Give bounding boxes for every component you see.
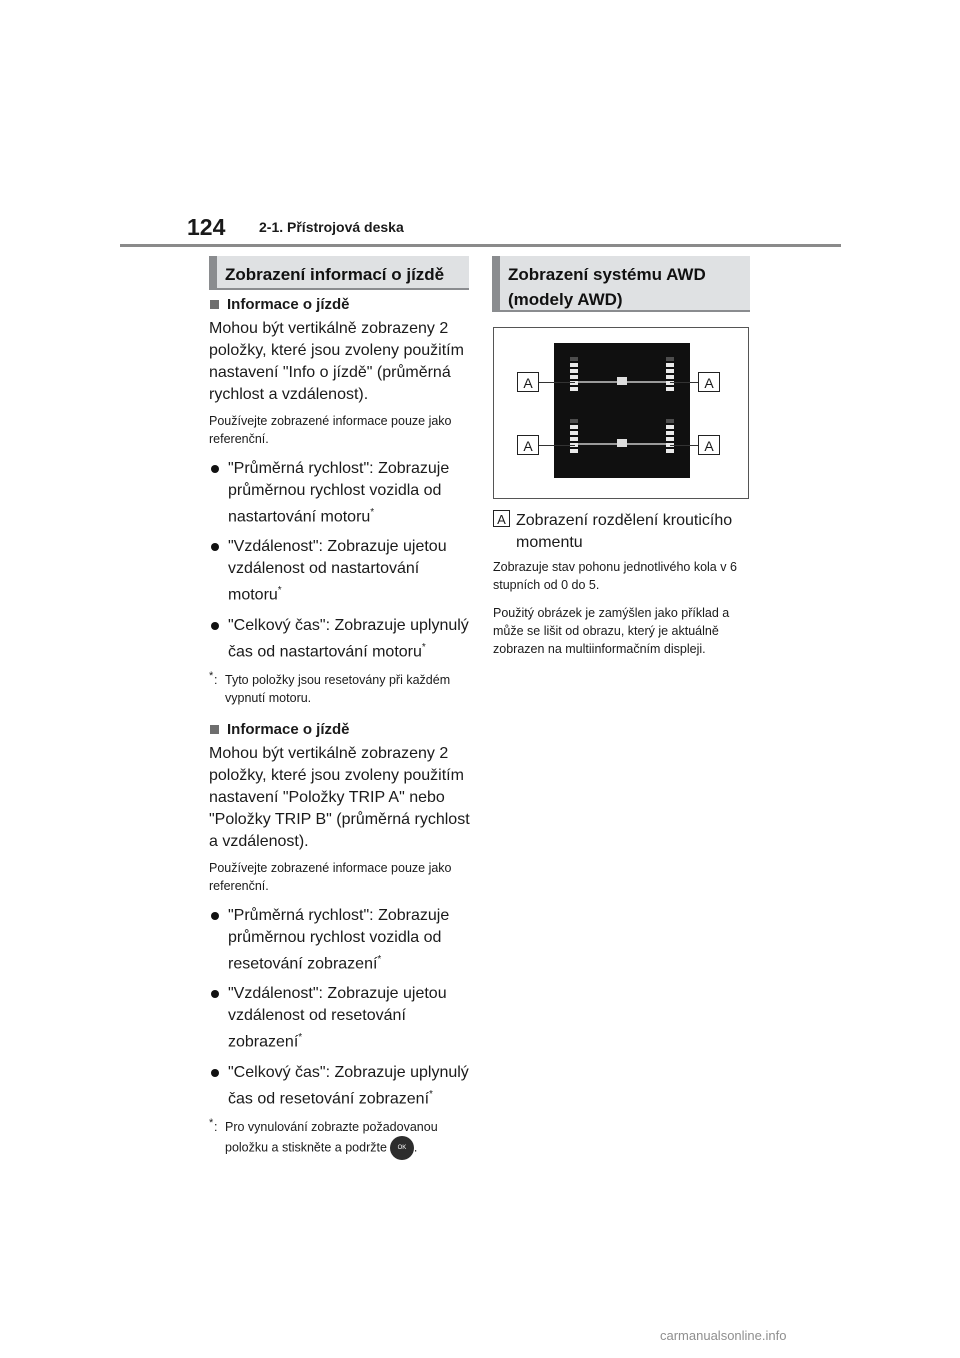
left-column bbox=[209, 296, 471, 1170]
square-bullet-icon bbox=[210, 300, 219, 309]
bullet-item: "Celkový čas": Zobrazuje uplynulý čas od nastartování motoru* bbox=[209, 615, 471, 663]
torque-segment bbox=[570, 425, 578, 429]
wheel-bar-front-right bbox=[666, 357, 674, 393]
torque-segment bbox=[666, 449, 674, 453]
wheel-bar-rear-left bbox=[570, 419, 578, 455]
asterisk: * bbox=[421, 641, 426, 653]
ok-button-icon: OK bbox=[390, 1136, 414, 1160]
footnote: * : Tyto položky jsou resetovány při každém vypnutí motoru. bbox=[209, 669, 451, 705]
watermark: carmanualsonline.info bbox=[660, 1328, 787, 1343]
torque-segment bbox=[666, 431, 674, 435]
front-differential bbox=[617, 377, 627, 385]
torque-segment bbox=[666, 363, 674, 367]
section-title-trip-info bbox=[209, 256, 469, 290]
callout-a: A bbox=[698, 372, 720, 392]
figure-legend bbox=[493, 510, 753, 554]
callout-a: A bbox=[517, 372, 539, 392]
asterisk: * bbox=[429, 1088, 433, 1100]
note: Používejte zobrazené informace pouze jako referenční. bbox=[209, 414, 452, 446]
chapter-title: 2-1. Přístrojová deska bbox=[259, 219, 404, 235]
leader-line bbox=[539, 445, 575, 446]
torque-segment bbox=[666, 419, 674, 423]
torque-segment bbox=[666, 375, 674, 379]
note: Použitý obrázek je zamýšlen jako příklad a může se lišit od obrazu, který je aktuálně zobrazen na multiinformačním displeji. bbox=[493, 606, 730, 656]
leader-line bbox=[539, 382, 575, 383]
right-notes bbox=[493, 558, 751, 668]
torque-segment bbox=[570, 419, 578, 423]
page-number: 124 bbox=[187, 214, 226, 240]
section-title-line: Zobrazení systému AWD bbox=[508, 265, 706, 284]
footnote: * : Pro vynulování zobrazte požadovanou položku a stiskněte a podržte OK . bbox=[209, 1118, 471, 1160]
callout-a: A bbox=[698, 435, 720, 455]
asterisk: * bbox=[298, 1032, 303, 1044]
torque-segment bbox=[666, 425, 674, 429]
torque-segment bbox=[570, 369, 578, 373]
torque-segment bbox=[666, 357, 674, 361]
callout-a: A bbox=[517, 435, 539, 455]
rear-differential bbox=[617, 439, 627, 447]
torque-segment bbox=[570, 375, 578, 379]
torque-segment bbox=[570, 431, 578, 435]
paragraph: Mohou být vertikálně zobrazeny 2 položky, které jsou zvoleny použitím nastavení "Položky TRIP A" nebo "Položky TRIP B" (průměrná rychlost a vzdálenost). bbox=[209, 744, 470, 850]
subheading-trip-info-2 bbox=[209, 721, 471, 738]
note: Zobrazuje stav pohonu jednotlivého kola v 6 stupních od 0 do 5. bbox=[493, 560, 737, 592]
subheading-text: Informace o jízdě bbox=[227, 296, 350, 313]
square-bullet-icon bbox=[210, 725, 219, 734]
subheading-trip-info-1 bbox=[209, 296, 471, 313]
torque-segment bbox=[570, 357, 578, 361]
awd-torque-figure bbox=[493, 327, 749, 499]
wheel-bar-rear-right bbox=[666, 419, 674, 455]
awd-display-screen bbox=[554, 343, 690, 478]
asterisk: * bbox=[370, 507, 375, 518]
asterisk: * bbox=[377, 953, 382, 965]
torque-segment bbox=[666, 387, 674, 391]
section-title-text: Zobrazení informací o jízdě bbox=[225, 265, 445, 284]
bullet-item: "Průměrná rychlost": Zobrazuje průměrnou rychlost vozidla od nastartování motoru* bbox=[209, 458, 471, 528]
torque-segment bbox=[570, 363, 578, 367]
torque-segment bbox=[570, 449, 578, 453]
bullet-item: "Průměrná rychlost": Zobrazuje průměrnou rychlost vozidla od resetování zobrazení* bbox=[209, 905, 471, 975]
torque-segment bbox=[570, 437, 578, 441]
torque-segment bbox=[570, 387, 578, 391]
note: Používejte zobrazené informace pouze jako referenční. bbox=[209, 860, 452, 893]
subheading-text: Informace o jízdě bbox=[227, 720, 350, 738]
legend-text: Zobrazení rozdělení krouticího momentu bbox=[516, 512, 733, 551]
wheel-bar-front-left bbox=[570, 357, 578, 393]
section-title-line: (modely AWD) bbox=[508, 290, 623, 309]
section-title-awd bbox=[492, 256, 750, 312]
torque-segment bbox=[666, 437, 674, 441]
leader-line bbox=[670, 382, 698, 383]
header-divider bbox=[120, 244, 841, 247]
bullet-item: "Vzdálenost": Zobrazuje ujetou vzdálenost od nastartování motoru* bbox=[209, 536, 471, 606]
legend-label-a: A bbox=[493, 510, 510, 527]
paragraph: Mohou být vertikálně zobrazeny 2 položky, které jsou zvoleny použitím nastavení "Info o jízdě" (průměrná rychlost a vzdálenost). bbox=[209, 320, 464, 403]
torque-segment bbox=[666, 369, 674, 373]
asterisk: * bbox=[277, 585, 282, 597]
bullet-item: "Celkový čas": Zobrazuje uplynulý čas od resetování zobrazení* bbox=[209, 1062, 471, 1110]
bullet-item: "Vzdálenost": Zobrazuje ujetou vzdálenost od resetování zobrazení* bbox=[209, 983, 471, 1053]
leader-line bbox=[670, 445, 698, 446]
